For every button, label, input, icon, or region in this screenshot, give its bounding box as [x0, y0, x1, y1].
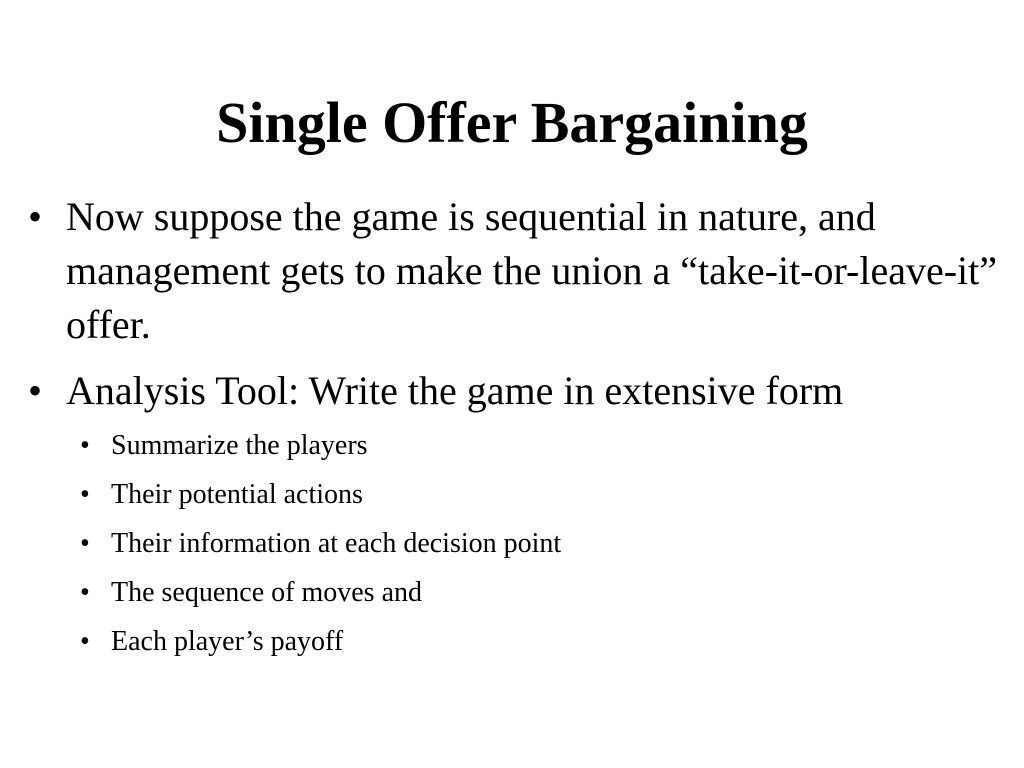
bullet-icon: • — [80, 430, 90, 461]
sub-bullet-item — [28, 624, 1003, 660]
sub-bullet-text: Their potential actions — [111, 479, 363, 510]
bullet-icon: • — [80, 528, 90, 559]
sub-bullet-item — [28, 526, 1003, 562]
sub-bullet-item — [28, 575, 1003, 611]
sub-bullet-item — [28, 428, 1003, 464]
bullet-item — [28, 190, 1003, 352]
bullet-icon: • — [80, 577, 90, 608]
sub-bullet-list — [28, 428, 1003, 660]
bullet-text: Now suppose the game is sequential in nature, and management gets to make the union a “take-it-or-leave-it” offer. — [66, 194, 998, 347]
sub-bullet-item — [28, 477, 1003, 513]
bullet-icon: • — [28, 368, 43, 413]
bullet-item — [28, 364, 1003, 418]
slide-title: Single Offer Bargaining — [216, 90, 808, 155]
sub-bullet-text: Summarize the players — [111, 430, 368, 461]
bullet-icon: • — [80, 479, 90, 510]
slide-body — [28, 190, 1003, 673]
bullet-icon: • — [28, 194, 43, 239]
bullet-text: Analysis Tool: Write the game in extensive form — [66, 368, 844, 413]
bullet-icon: • — [80, 626, 90, 657]
sub-bullet-text: The sequence of moves and — [111, 577, 422, 608]
sub-bullet-text: Each player’s payoff — [111, 626, 344, 657]
sub-bullet-text: Their information at each decision point — [111, 528, 562, 559]
